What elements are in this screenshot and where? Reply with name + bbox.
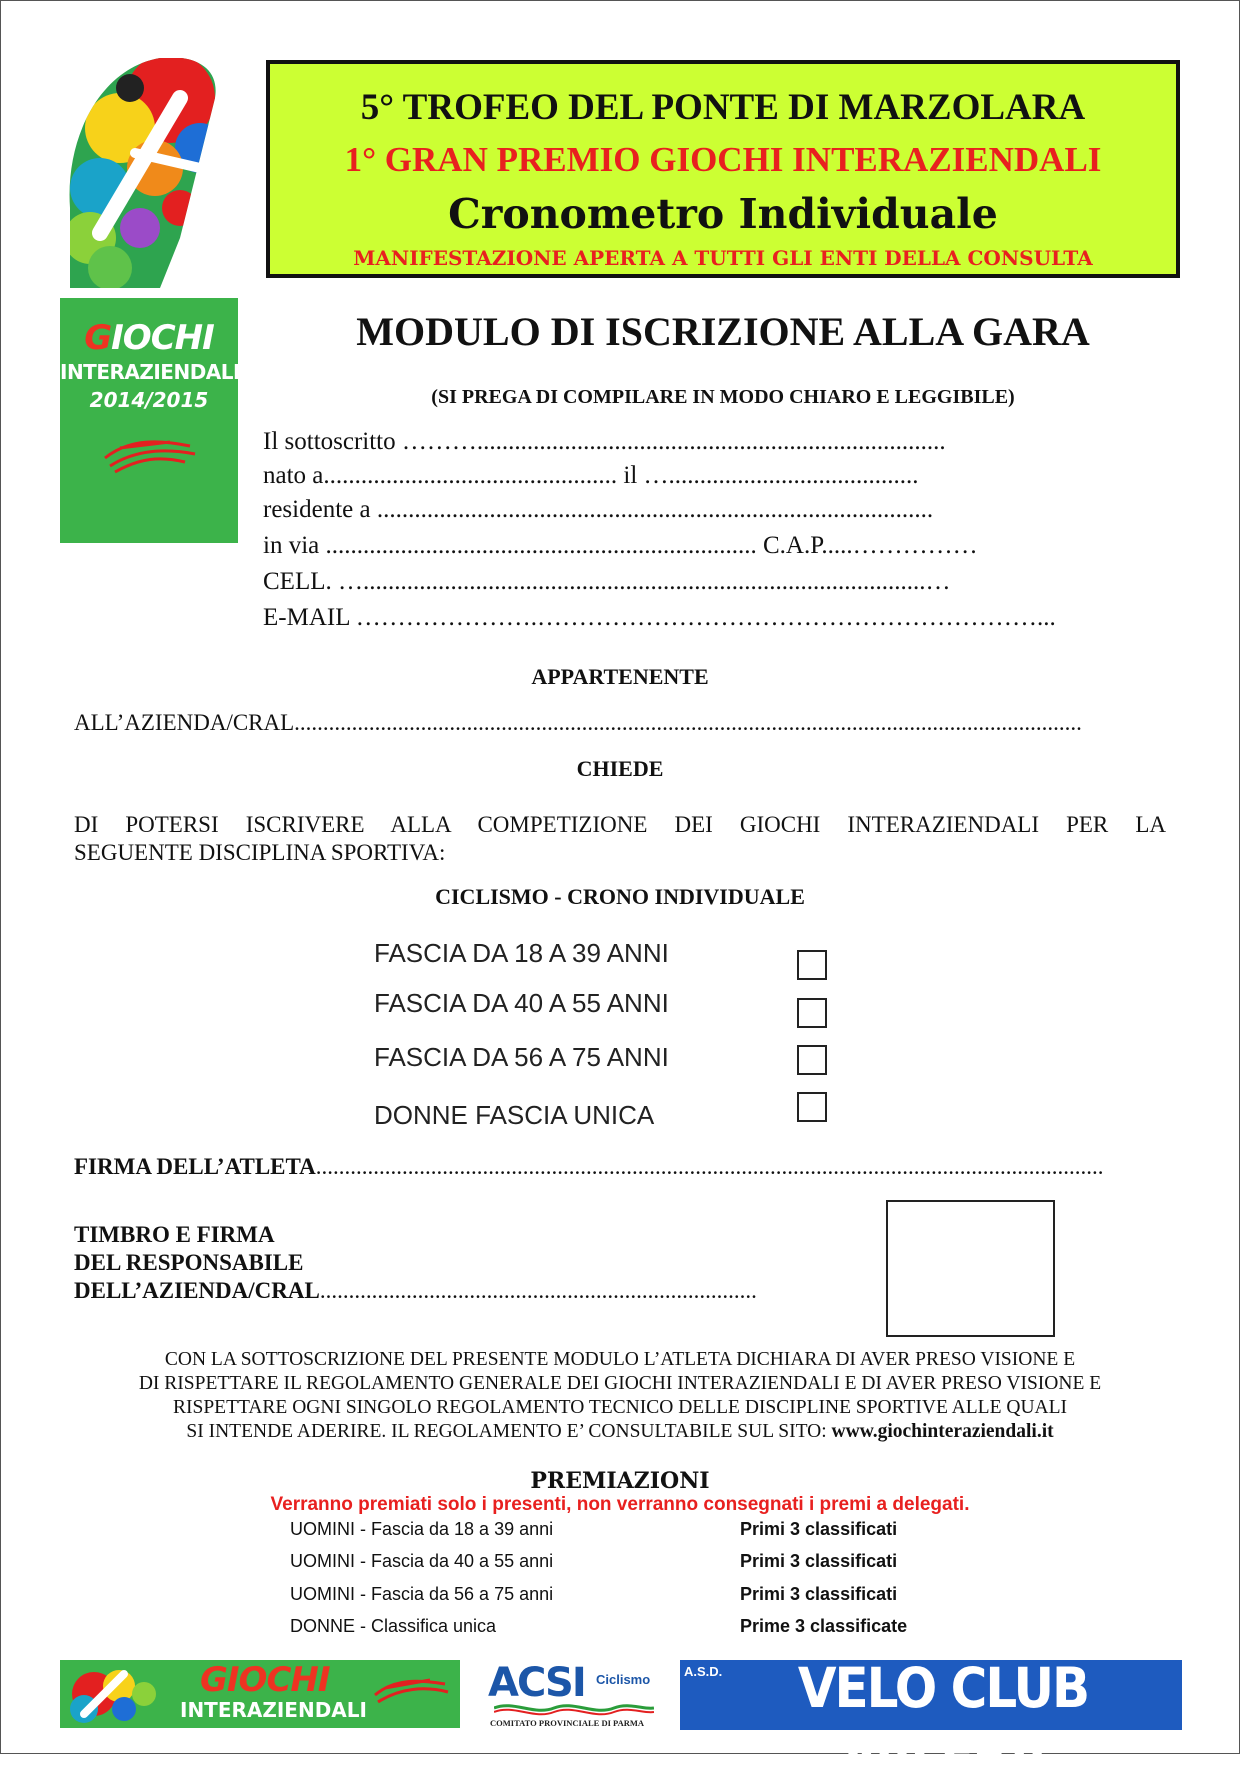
firma-atleta-dots: ......................................................................................................................................... [315, 1154, 1104, 1179]
checkbox-18-39[interactable] [797, 950, 827, 980]
request-text: DI POTERSI ISCRIVERE ALLA COMPETIZIONE DEI GIOCHI INTERAZIENDALI PER LA [74, 812, 1166, 837]
field-nato[interactable]: nato a............................................... il …........................................ [263, 462, 919, 489]
premiazioni-heading: PREMIAZIONI [530, 1468, 710, 1494]
footer-giochi-text: GIOCHI [200, 1660, 330, 1700]
checkbox-donne[interactable] [797, 1092, 827, 1122]
appartenente-heading: APPARTENENTE [531, 664, 709, 689]
event-header [266, 60, 1180, 278]
option-label-56-75: FASCIA DA 56 A 75 ANNI [374, 1042, 669, 1072]
timbro-label-2: DEL RESPONSABILE [74, 1250, 304, 1275]
footer-splash-icon [64, 1664, 164, 1729]
disclaimer-line-1: CON LA SOTTOSCRIZIONE DEL PRESENTE MODULO L’ATLETA DICHIARA DI AVER PRESO VISIONE E [164, 1349, 1076, 1370]
checkbox-40-55[interactable] [797, 998, 827, 1028]
option-label-18-39: FASCIA DA 18 A 39 ANNI [374, 938, 669, 968]
field-email[interactable]: E-MAIL ………………….……………………………………………………... [263, 604, 1056, 631]
field-cell[interactable]: CELL. …..........................................................................................… [263, 568, 951, 595]
disclaimer-line-2: DI RISPETTARE IL REGOLAMENTO GENERALE DEI GIOCHI INTERAZIENDALI E DI AVER PRESO VISIONE E [138, 1373, 1102, 1394]
footer-scribble-icon [370, 1670, 450, 1715]
logo-scribble-icon [100, 428, 200, 483]
checkbox-56-75[interactable] [797, 1045, 827, 1075]
chiede-heading: CHIEDE [576, 756, 664, 781]
prize-value-3: Primi 3 classificati [740, 1584, 898, 1604]
acsi-sub-text: Ciclismo [596, 1672, 651, 1687]
event-open-note: MANIFESTAZIONE APERTA A TUTTI GLI ENTI DELLA CONSULTA [353, 246, 1093, 270]
event-type: Cronometro Individuale [448, 190, 998, 238]
prize-value-2: Primi 3 classificati [740, 1551, 898, 1571]
prize-category-4: DONNE - Classifica unica [290, 1616, 497, 1636]
logo-interaziendali-text: INTERAZIENDALI [60, 360, 240, 384]
disclaimer [74, 1348, 1166, 1444]
prize-category-1: UOMINI - Fascia da 18 a 39 anni [290, 1519, 554, 1539]
option-label-donne: DONNE FASCIA UNICA [374, 1100, 655, 1130]
premiazioni-note: Verranno premiati solo i presenti, non verranno consegnati i premi a delegati. [270, 1494, 970, 1515]
velo-asd-text: A.S.D. [684, 1664, 723, 1679]
prize-category-2: UOMINI - Fascia da 40 a 55 anni [290, 1551, 554, 1571]
splash-logo-icon [60, 58, 240, 298]
timbro-label-1: TIMBRO E FIRMA [74, 1222, 275, 1247]
prize-value-1: Primi 3 classificati [740, 1519, 898, 1539]
grand-prix-title: 1° GRAN PREMIO GIOCHI INTERAZIENDALI [344, 140, 1102, 179]
prize-value-4: Prime 3 classificate [740, 1616, 908, 1636]
firma-atleta-field[interactable] [74, 1154, 1104, 1180]
field-via-cap[interactable]: in via ..................................................................... C.A.P.....…………… [263, 532, 978, 559]
logo-giochi-text: GIOCHI [84, 318, 214, 358]
timbro-label-3: DELL’AZIENDA/CRAL [74, 1278, 320, 1303]
footer-acsi-logo [484, 1660, 664, 1732]
prize-category-3: UOMINI - Fascia da 56 a 75 anni [290, 1584, 554, 1604]
option-label-40-55: FASCIA DA 40 A 55 ANNI [374, 988, 669, 1018]
field-azienda[interactable]: ALL’AZIENDA/CRAL......................................................................................................................................... [74, 710, 1082, 735]
stamp-box[interactable] [886, 1200, 1055, 1337]
giochi-logo [60, 298, 238, 543]
acsi-text: ACSI [488, 1660, 585, 1706]
timbro-dots: ............................................................................ [319, 1278, 757, 1303]
footer-velo-club-logo [680, 1656, 1182, 1784]
acsi-caption: COMITATO PROVINCIALE DI PARMA [490, 1718, 645, 1728]
request-text-2: SEGUENTE DISCIPLINA SPORTIVA: [74, 840, 446, 865]
field-residente[interactable]: residente a ......................................................................................... [263, 496, 934, 523]
footer-interaziendali-text: INTERAZIENDALI [180, 1698, 367, 1722]
footer-giochi-logo [60, 1660, 460, 1728]
timbro-field[interactable] [74, 1278, 757, 1304]
firma-atleta-label: FIRMA DELL’ATLETA [74, 1154, 316, 1179]
form-subtitle: (SI PREGA DI COMPILARE IN MODO CHIARO E LEGGIBILE) [431, 386, 1015, 408]
form-title: MODULO DI ISCRIZIONE ALLA GARA [356, 309, 1090, 354]
logo-year-text: 2014/2015 [89, 388, 209, 412]
website-link[interactable]: www.giochinteraziendali.it [831, 1421, 1054, 1442]
disclaimer-line-3: RISPETTARE OGNI SINGOLO REGOLAMENTO TECNICO DELLE DISCIPLINE SPORTIVE ALLE QUALI [172, 1397, 1068, 1418]
discipline-heading: CICLISMO - CRONO INDIVIDUALE [435, 884, 805, 909]
trophy-title: 5° TROFEO DEL PONTE DI MARZOLARA [360, 87, 1086, 128]
disclaimer-line-4: SI INTENDE ADERIRE. IL REGOLAMENTO E’ CONSULTABILE SUL SITO: www.giochinteraziendali.it [186, 1421, 1054, 1442]
velo-club-text: VELO CLUB VALERA [797, 1656, 1089, 1784]
field-sottoscritto[interactable]: Il sottoscritto ………........................................................................... [263, 428, 946, 455]
